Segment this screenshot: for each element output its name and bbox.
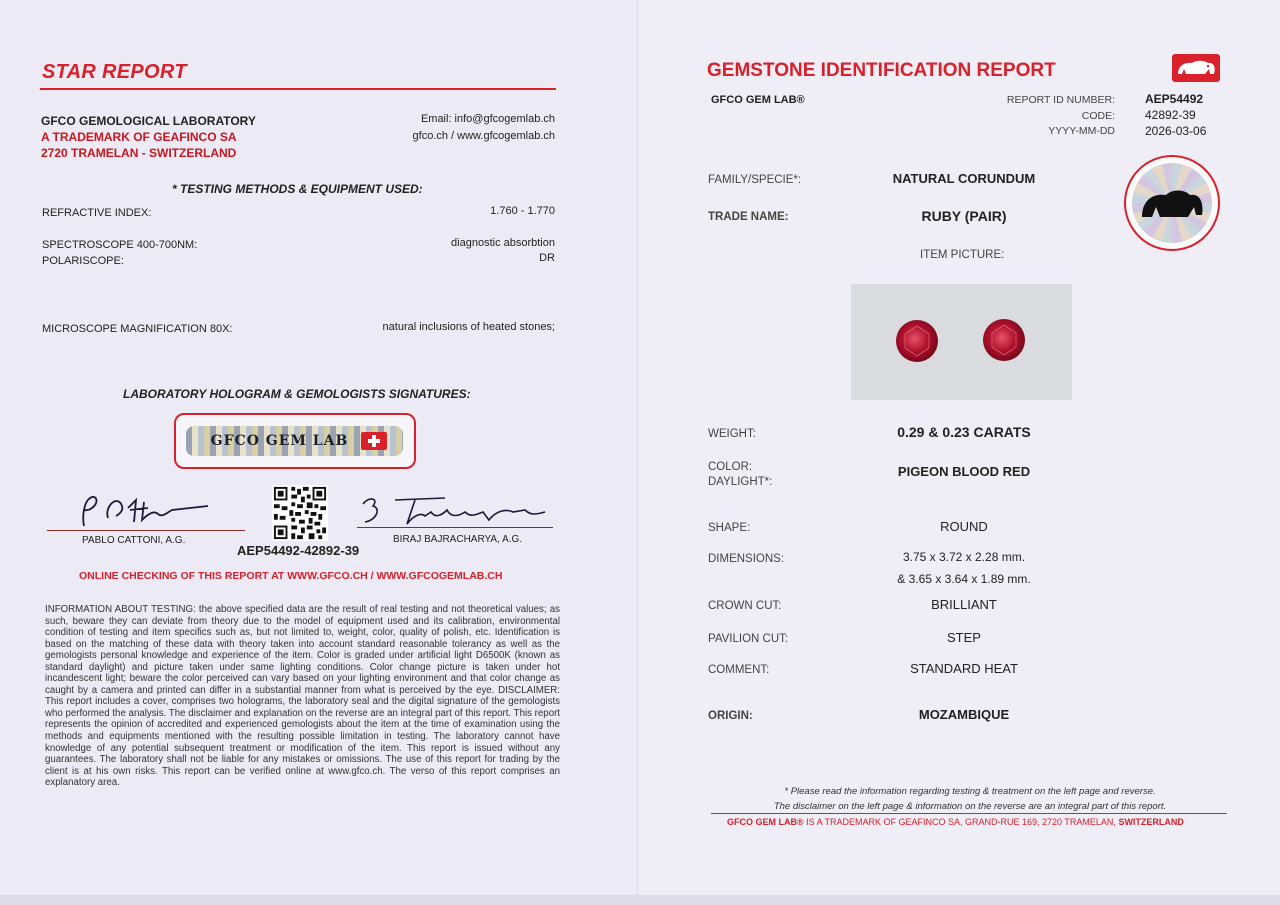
shape-value: ROUND [940,519,988,534]
origin-value: MOZAMBIQUE [918,707,1010,722]
lab-seal-hologram [1124,155,1220,251]
lab-name: GFCO GEMOLOGICAL LABORATORY [41,114,256,128]
lab-email: Email: info@gfcogemlab.ch [420,113,555,125]
gfco-gem-lab-label: GFCO GEM LAB® [711,94,805,106]
crown-cut-label: CROWN CUT: [708,600,782,612]
signature-cattoni [78,488,213,532]
swiss-flag-icon [361,432,387,450]
trade-name-value: RUBY (PAIR) [921,208,1007,224]
lab-websites: gfco.ch / www.gfcogemlab.ch [412,130,555,142]
color-value: PIGEON BLOOD RED [897,464,1031,479]
footer-note-1: * Please read the information regarding testing & treatment on the left page and reverse. [784,786,1156,797]
comment-value: STANDARD HEAT [910,661,1018,676]
pavilion-cut-label: PAVILION CUT: [708,633,789,645]
family-value: NATURAL CORUNDUM [892,171,1036,186]
hologram-signatures-header: LABORATORY HOLOGRAM & GEMOLOGISTS SIGNATURES: [123,387,471,401]
report-id-label: REPORT ID NUMBER: [1006,94,1115,106]
online-check-link[interactable]: ONLINE CHECKING OF THIS REPORT AT WWW.GFCO.CH / WWW.GFCOGEMLAB.CH [79,570,503,582]
dimensions-value-1: 3.75 x 3.72 x 2.28 mm. [902,550,1026,564]
lab-hologram [174,413,416,469]
trade-name-label: TRADE NAME: [708,211,789,223]
weight-value: 0.29 & 0.23 CARATS [897,424,1031,440]
report-title: GEMSTONE IDENTIFICATION REPORT [707,60,1056,81]
footer-trademark [727,817,1184,827]
origin-label: ORIGIN: [708,710,753,722]
dimensions-label: DIMENSIONS: [708,553,785,565]
report-id-value: AEP54492 [1145,92,1204,106]
weight-label: WEIGHT: [708,428,756,440]
report-code: AEP54492-42892-39 [237,543,360,558]
test-value: 1.760 - 1.770 [490,205,555,217]
title-divider [40,88,556,90]
pavilion-cut-value: STEP [947,630,981,645]
code-label: CODE: [1081,110,1115,122]
gemologist-name-right: BIRAJ BAJRACHARYA, A.G. [393,534,523,545]
footer-address: IS A TRADEMARK OF GEAFINCO SA, GRAND-RUE 169, 2720 TRAMELAN, [806,817,1116,827]
rhino-seal-icon [1138,183,1208,227]
star-report-title: STAR REPORT [42,61,187,83]
lab-address: 2720 TRAMELAN - SWITZERLAND [41,146,237,160]
comment-label: COMMENT: [708,664,770,676]
signature-line-left [47,530,245,531]
test-value: natural inclusions of heated stones; [382,321,555,333]
footer-brand: GFCO GEM LAB® [727,817,804,827]
crown-cut-value: BRILLIANT [931,597,997,612]
test-label: SPECTROSCOPE 400-700NM: [42,239,198,251]
color-label: COLOR: [708,461,753,473]
report-date-value: 2026-03-06 [1145,124,1207,138]
lab-trademark: A TRADEMARK OF GEAFINCO SA [41,130,237,144]
test-label: MICROSCOPE MAGNIFICATION 80X: [42,323,233,335]
signature-line-right [357,527,553,528]
page-bottom-edge [0,895,1280,905]
testing-information-text: INFORMATION ABOUT TESTING: the above specified data are the result of real testing and not theoretical values; as such, beware they can deviate from theory due to the model of equipment used and its calibration, environmental condition of testing and item specifics such as, but not limited to, weight, color, quality of polish, etc. Identification is based on the matching of these data with theory taken into account standard reasonable tolerancy as well as the gemologists personal knowledge and experience of the item. Color is graded under artificial light D6500K (known as standard daylight) and picture taken under same lighting conditions. Color change picture is taken under hot incandescent light; beware the color perceived can vary based on your lighting environment and that color change as caught by a camera and printed can differ in a substantial manner from what is perceived by the eye. DISCLAIMER: This report includes a cover, comprises two holograms, the laboratory seal and the digital signature of the gemologists who performed the analysis. The disclaimer and explanation on the reverse are an integral part of this report. This report represents the opinion of accredited and experienced gemologists about the item at the time of examination using the methods and equipments mentioned with the resulting possible limitation in testing. The laboratory cannot have knowledge of any potential subsequent treatment or modification of the item. This report is issued without any guarantees. The laboratory shall not be liable for any mistakes or omissions. The use of this report for trading by the client is at his own risks. This report can be verified online at www.gfco.ch. The verso of this report comprises an explanatory area. [45,604,560,789]
test-value: diagnostic absorbtion [451,237,555,249]
test-label: REFRACTIVE INDEX: [42,207,152,219]
signature-bajracharya [355,490,555,530]
gfco-logo-icon [1172,54,1220,82]
item-picture [851,284,1072,400]
dimensions-value-2: & 3.65 x 3.64 x 1.89 mm. [897,572,1031,586]
gemologist-name-left: PABLO CATTONI, A.G. [82,535,186,546]
shape-label: SHAPE: [708,522,751,534]
daylight-label: DAYLIGHT*: [708,476,773,488]
date-format-label: YYYY-MM-DD [1048,125,1115,137]
footer-note-2: The disclaimer on the left page & information on the reverse are an integral part of this report. [773,801,1167,812]
test-value: DR [539,252,555,264]
footer-country: SWITZERLAND [1118,817,1184,827]
qr-code [272,485,328,541]
family-label: FAMILY/SPECIE*: [708,174,802,186]
code-value: 42892-39 [1145,108,1196,122]
test-label: POLARISCOPE: [42,255,124,267]
footer-divider [711,813,1227,814]
hologram-text: GFCO GEM LAB [210,433,349,449]
testing-methods-header: * TESTING METHODS & EQUIPMENT USED: [172,182,423,196]
left-page [0,0,639,895]
item-picture-label: ITEM PICTURE: [920,249,1005,261]
